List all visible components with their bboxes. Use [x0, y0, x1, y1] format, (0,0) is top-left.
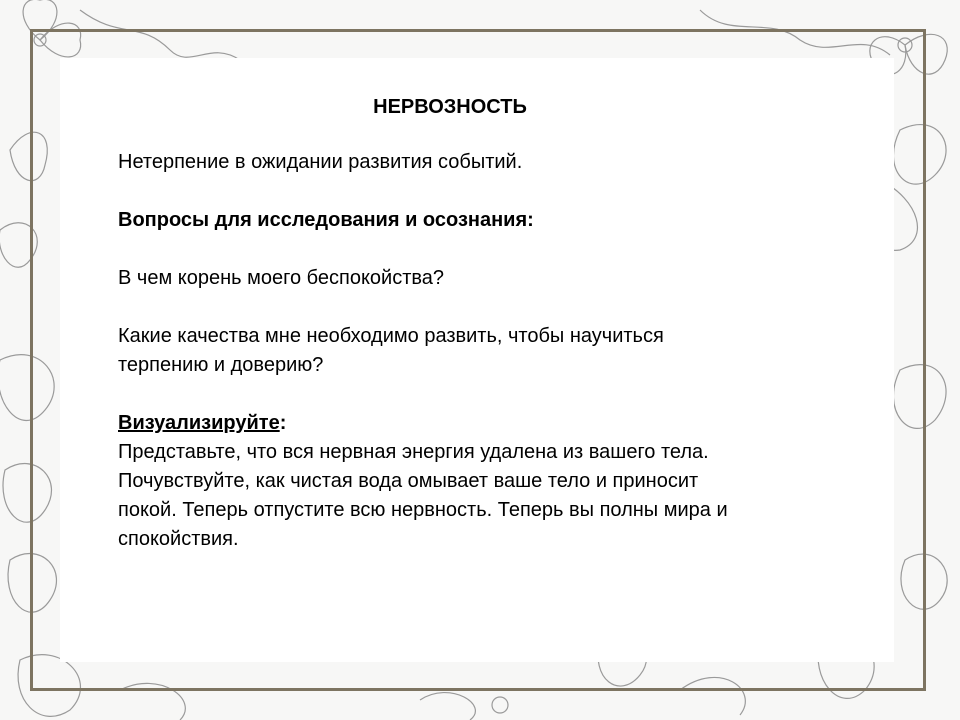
- visualize-line-1: Представьте, что вся нервная энергия удалена из вашего тела.: [118, 441, 709, 463]
- questions-heading-colon: :: [527, 209, 534, 231]
- visualize-heading-colon: :: [279, 412, 287, 434]
- question-1: В чем корень моего беспокойства?: [118, 267, 445, 289]
- visualize-line-4: спокойствия.: [118, 528, 239, 550]
- visualize-heading: [118, 412, 286, 435]
- questions-heading-label: Вопросы для исследования и осознания: [118, 209, 528, 231]
- intro-text: Нетерпение в ожидании развития событий.: [118, 151, 523, 173]
- visualize-line-2: Почувствуйте, как чистая вода омывает ваше тело и приносит: [118, 470, 699, 492]
- question-2-line-2: терпению и доверию?: [118, 354, 324, 376]
- visualize-heading-label: Визуализируйте: [118, 412, 280, 434]
- visualize-line-3: покой. Теперь отпустите всю нервность. Теперь вы полны мира и: [118, 499, 728, 521]
- questions-heading: [118, 209, 534, 232]
- slide-title: НЕРВОЗНОСТЬ: [373, 96, 527, 118]
- question-2-line-1: Какие качества мне необходимо развить, чтобы научиться: [118, 325, 664, 347]
